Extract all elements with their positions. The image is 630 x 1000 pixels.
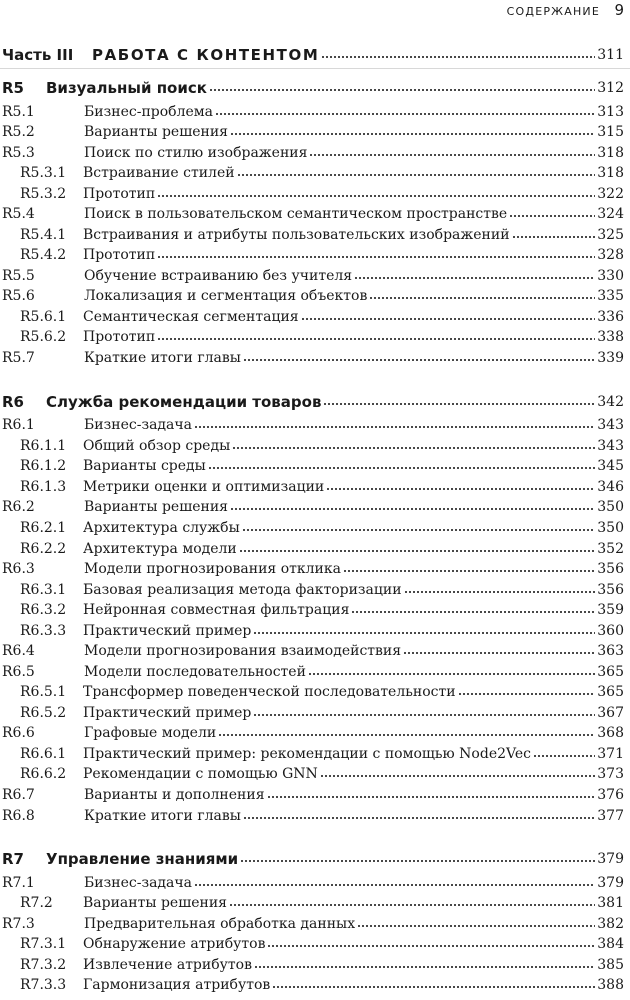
toc-section-entry[interactable] bbox=[0, 203, 624, 223]
toc-entry-page: 388 bbox=[597, 977, 624, 993]
toc-section-entry[interactable] bbox=[0, 101, 624, 121]
dot-leader bbox=[404, 590, 596, 594]
toc-section-entry[interactable] bbox=[0, 496, 624, 516]
toc-entry-number: R6.1.3 bbox=[20, 479, 67, 495]
toc-entry-number: R5 bbox=[2, 79, 24, 97]
toc-entry-number: R5.6.2 bbox=[20, 329, 67, 345]
toc-entry-title: Управление знаниями bbox=[46, 850, 239, 868]
toc-entry-number: R7.2 bbox=[20, 895, 53, 911]
toc-entry-number: R6.6.2 bbox=[20, 766, 67, 782]
toc-entry-page: 376 bbox=[597, 787, 624, 803]
toc-subsection-entry[interactable] bbox=[0, 538, 624, 558]
toc-entry-number: R6.2 bbox=[2, 499, 35, 515]
toc-part-entry[interactable] bbox=[0, 42, 624, 64]
toc-entry-page: 330 bbox=[597, 268, 624, 284]
dot-leader bbox=[512, 235, 596, 239]
toc-section-entry[interactable] bbox=[0, 558, 624, 578]
dot-leader bbox=[230, 507, 595, 511]
toc-entry-title: Бизнес-проблема bbox=[84, 104, 214, 120]
dot-leader bbox=[309, 153, 595, 157]
toc-entry-title: Варианты решения bbox=[84, 124, 228, 140]
toc-subsection-entry[interactable] bbox=[0, 743, 624, 763]
toc-entry-page: 342 bbox=[597, 394, 624, 410]
toc-entry-page: 339 bbox=[597, 350, 624, 366]
toc-entry-title: Архитектура службы bbox=[83, 520, 240, 536]
toc-entry-title: Модели прогнозирования отклика bbox=[84, 561, 341, 577]
toc-entry-number: R6.2.2 bbox=[20, 541, 67, 557]
toc-chapter-entry[interactable] bbox=[0, 389, 624, 411]
toc-subsection-entry[interactable] bbox=[0, 435, 624, 455]
toc-section-entry[interactable] bbox=[0, 722, 624, 742]
toc-entry-page: 324 bbox=[597, 206, 624, 222]
toc-entry-number: R5.6 bbox=[2, 288, 35, 304]
dot-leader bbox=[253, 631, 595, 635]
toc-subsection-entry[interactable] bbox=[0, 763, 624, 783]
dot-leader bbox=[215, 112, 595, 116]
toc-entry-title: Практический пример bbox=[83, 705, 252, 721]
dot-leader bbox=[267, 795, 596, 799]
toc-entry-title: Метрики оценки и оптимизации bbox=[83, 479, 325, 495]
toc-entry-title: Графовые модели bbox=[84, 725, 217, 741]
dot-leader bbox=[509, 214, 595, 218]
toc-entry-number: R5.3.2 bbox=[20, 186, 67, 202]
toc-entry-page: 312 bbox=[597, 80, 624, 96]
toc-entry-title: Визуальный поиск bbox=[46, 79, 207, 97]
toc-entry-page: 356 bbox=[597, 561, 624, 577]
toc-section-entry[interactable] bbox=[0, 265, 624, 285]
toc-entry-title: Семантическая сегментация bbox=[83, 309, 299, 325]
toc-entry-title: РАБОТА С КОНТЕНТОМ bbox=[92, 46, 320, 64]
toc-entry-page: 373 bbox=[597, 766, 624, 782]
dot-leader bbox=[157, 255, 595, 259]
toc-entry-page: 343 bbox=[597, 417, 624, 433]
toc-entry-page: 385 bbox=[597, 957, 624, 973]
dot-leader bbox=[240, 859, 595, 863]
toc-entry-number: R5.4 bbox=[2, 206, 35, 222]
toc-entry-page: 328 bbox=[597, 247, 624, 263]
toc-entry-title: Извлечение атрибутов bbox=[83, 957, 252, 973]
toc-entry-page: 359 bbox=[597, 602, 624, 618]
toc-entry-title: Общий обзор среды bbox=[83, 438, 231, 454]
toc-subsection-entry[interactable] bbox=[0, 579, 624, 599]
toc-entry-page: 338 bbox=[597, 329, 624, 345]
toc-subsection-entry[interactable] bbox=[0, 476, 624, 496]
toc-subsection-entry[interactable] bbox=[0, 517, 624, 537]
toc-entry-number: R5.7 bbox=[2, 350, 35, 366]
toc-entry-number: R7.1 bbox=[2, 875, 35, 891]
toc-entry-page: 367 bbox=[597, 705, 624, 721]
page-number: 9 bbox=[614, 1, 624, 19]
dot-leader bbox=[323, 402, 595, 406]
toc-entry-page: 350 bbox=[597, 499, 624, 515]
toc-entry-number: R6.4 bbox=[2, 643, 35, 659]
dot-leader bbox=[194, 425, 595, 429]
toc-section-entry[interactable] bbox=[0, 347, 624, 367]
toc-entry-title: Прототип bbox=[83, 329, 156, 345]
toc-entry-number: R6.5.1 bbox=[20, 684, 67, 700]
toc-subsection-entry[interactable] bbox=[0, 306, 624, 326]
dot-leader bbox=[357, 924, 595, 928]
running-head-title: СОДЕРЖАНИЕ bbox=[506, 5, 600, 18]
toc-entry-page: 356 bbox=[597, 582, 624, 598]
toc-section-entry[interactable] bbox=[0, 661, 624, 681]
toc-subsection-entry[interactable] bbox=[0, 974, 624, 994]
toc-entry-page: 313 bbox=[597, 104, 624, 120]
toc-entry-title: Практический пример bbox=[83, 623, 252, 639]
toc-chapter-entry[interactable] bbox=[0, 75, 624, 97]
toc-entry-page: 382 bbox=[597, 916, 624, 932]
toc-entry-title: Рекомендации с помощью GNN bbox=[83, 766, 318, 782]
toc-entry-title: Гармонизация атрибутов bbox=[83, 977, 271, 993]
toc-entry-page: 352 bbox=[597, 541, 624, 557]
dot-leader bbox=[239, 549, 596, 553]
toc-entry-number: R7 bbox=[2, 850, 24, 868]
toc-entry-number: R6.6.1 bbox=[20, 746, 67, 762]
toc-entry-number: R5.5 bbox=[2, 268, 35, 284]
toc-entry-title: Варианты решения bbox=[84, 499, 228, 515]
toc-section-entry[interactable] bbox=[0, 805, 624, 825]
toc-entry-page: 315 bbox=[597, 124, 624, 140]
dot-leader bbox=[267, 944, 595, 948]
toc-subsection-entry[interactable] bbox=[0, 599, 624, 619]
toc-entry-title: Бизнес-задача bbox=[84, 875, 192, 891]
toc-entry-title: Краткие итоги главы bbox=[84, 808, 241, 824]
toc-entry-page: 365 bbox=[597, 684, 624, 700]
toc-entry-title: Трансформер поведенческой последовательности bbox=[83, 684, 456, 700]
toc-entry-number: R5.2 bbox=[2, 124, 35, 140]
toc-section-entry[interactable] bbox=[0, 784, 624, 804]
toc-entry-number: R6.3.3 bbox=[20, 623, 67, 639]
toc-entry-page: 335 bbox=[597, 288, 624, 304]
toc-subsection-entry[interactable] bbox=[0, 702, 624, 722]
dot-leader bbox=[351, 610, 595, 614]
toc-entry-title: Служба рекомендации товаров bbox=[46, 393, 322, 411]
toc-subsection-entry[interactable] bbox=[0, 954, 624, 974]
toc-entry-title: Прототип bbox=[83, 247, 156, 263]
toc-entry-number: Часть III bbox=[2, 46, 74, 64]
dot-leader bbox=[458, 692, 596, 696]
toc-entry-title: Поиск по стилю изображения bbox=[84, 145, 308, 161]
toc-entry-title: Варианты и дополнения bbox=[84, 787, 265, 803]
toc-entry-title: Модели прогнозирования взаимодействия bbox=[84, 643, 402, 659]
toc-entry-number: R5.1 bbox=[2, 104, 35, 120]
toc-entry-number: R6.8 bbox=[2, 808, 35, 824]
toc-entry-number: R6.7 bbox=[2, 787, 35, 803]
dot-leader bbox=[230, 132, 595, 136]
dot-leader bbox=[208, 466, 595, 470]
toc-entry-title: Поиск в пользовательском семантическом пространстве bbox=[84, 206, 508, 222]
dot-leader bbox=[253, 713, 595, 717]
toc-section-entry[interactable] bbox=[0, 640, 624, 660]
toc-entry-page: 360 bbox=[597, 623, 624, 639]
toc-entry-title: Практический пример: рекомендации с помощью Node2Vec bbox=[83, 746, 531, 762]
toc-entry-number: R6.5 bbox=[2, 664, 35, 680]
dot-leader bbox=[326, 487, 595, 491]
toc-entry-page: 346 bbox=[597, 479, 624, 495]
toc-entry-number: R6.6 bbox=[2, 725, 35, 741]
toc-entry-title: Обнаружение атрибутов bbox=[83, 936, 266, 952]
toc-entry-page: 343 bbox=[597, 438, 624, 454]
toc-entry-title: Варианты среды bbox=[83, 458, 206, 474]
toc-entry-title: Встраивания и атрибуты пользовательских изображений bbox=[83, 227, 510, 243]
toc-entry-number: R6.3.2 bbox=[20, 602, 67, 618]
dot-leader bbox=[237, 173, 596, 177]
toc-entry-number: R7.3.2 bbox=[20, 957, 67, 973]
toc-entry-title: Встраивание стилей bbox=[83, 165, 235, 181]
toc-entry-page: 363 bbox=[597, 643, 624, 659]
dot-leader bbox=[157, 194, 595, 198]
toc-entry-title: Бизнес-задача bbox=[84, 417, 192, 433]
toc-entry-page: 322 bbox=[597, 186, 624, 202]
toc-subsection-entry[interactable] bbox=[0, 183, 624, 203]
toc-entry-page: 350 bbox=[597, 520, 624, 536]
toc-subsection-entry[interactable] bbox=[0, 681, 624, 701]
toc-entry-number: R5.3 bbox=[2, 145, 35, 161]
dot-leader bbox=[194, 883, 595, 887]
dot-leader bbox=[272, 985, 595, 989]
toc-section-entry[interactable] bbox=[0, 121, 624, 141]
toc-subsection-entry[interactable] bbox=[0, 455, 624, 475]
toc-entry-page: 381 bbox=[597, 895, 624, 911]
toc-entry-number: R7.3 bbox=[2, 916, 35, 932]
toc-section-entry[interactable] bbox=[0, 872, 624, 892]
dot-leader bbox=[157, 337, 595, 341]
toc-entry-page: 379 bbox=[597, 875, 624, 891]
dot-leader bbox=[243, 816, 595, 820]
toc-entry-page: 379 bbox=[597, 851, 624, 867]
toc-entry-number: R7.3.1 bbox=[20, 936, 67, 952]
dot-leader bbox=[403, 651, 595, 655]
toc-entry-number: R7.3.3 bbox=[20, 977, 67, 993]
toc-entry-number: R5.4.2 bbox=[20, 247, 67, 263]
toc-entry-page: 371 bbox=[597, 746, 624, 762]
toc-section-entry[interactable] bbox=[0, 892, 624, 912]
toc-entry-page: 311 bbox=[597, 47, 624, 63]
dot-leader bbox=[242, 528, 596, 532]
toc-entry-page: 365 bbox=[597, 664, 624, 680]
toc-entry-title: Варианты решения bbox=[83, 895, 227, 911]
dot-leader bbox=[369, 296, 595, 300]
toc-entry-page: 336 bbox=[597, 309, 624, 325]
toc-entry-title: Локализация и сегментация объектов bbox=[84, 288, 368, 304]
toc-subsection-entry[interactable] bbox=[0, 224, 624, 244]
toc-entry-number: R5.6.1 bbox=[20, 309, 67, 325]
toc-entry-number: R6 bbox=[2, 393, 24, 411]
toc-entry-number: R6.3 bbox=[2, 561, 35, 577]
toc-entry-page: 377 bbox=[597, 808, 624, 824]
toc-entry-title: Модели последовательностей bbox=[84, 664, 306, 680]
toc-entry-page: 345 bbox=[597, 458, 624, 474]
toc-section-entry[interactable] bbox=[0, 285, 624, 305]
toc-entry-title: Предварительная обработка данных bbox=[84, 916, 356, 932]
dot-leader bbox=[533, 754, 595, 758]
toc-subsection-entry[interactable] bbox=[0, 162, 624, 182]
toc-section-entry[interactable] bbox=[0, 142, 624, 162]
toc-entry-title: Нейронная совместная фильтрация bbox=[83, 602, 350, 618]
dot-leader bbox=[218, 733, 595, 737]
toc-section-entry[interactable] bbox=[0, 414, 624, 434]
toc-entry-number: R6.3.1 bbox=[20, 582, 67, 598]
toc-entry-number: R6.1.1 bbox=[20, 438, 67, 454]
toc-entry-page: 325 bbox=[597, 227, 624, 243]
toc-entry-number: R6.2.1 bbox=[20, 520, 67, 536]
toc-entry-page: 384 bbox=[597, 936, 624, 952]
running-head bbox=[0, 0, 630, 22]
dot-leader bbox=[321, 55, 595, 59]
toc-entry-number: R5.4.1 bbox=[20, 227, 67, 243]
toc-subsection-entry[interactable] bbox=[0, 933, 624, 953]
dot-leader bbox=[301, 317, 596, 321]
dot-leader bbox=[254, 965, 595, 969]
dot-leader bbox=[209, 88, 595, 92]
toc-chapter-entry[interactable] bbox=[0, 846, 624, 868]
dot-leader bbox=[308, 672, 595, 676]
toc-entry-title: Краткие итоги главы bbox=[84, 350, 241, 366]
toc-entry-page: 318 bbox=[597, 145, 624, 161]
toc-entry-title: Прототип bbox=[83, 186, 156, 202]
toc-subsection-entry[interactable] bbox=[0, 244, 624, 264]
toc-subsection-entry[interactable] bbox=[0, 326, 624, 346]
dot-leader bbox=[232, 446, 595, 450]
toc-entry-page: 318 bbox=[597, 165, 624, 181]
toc-entry-title: Базовая реализация метода факторизации bbox=[83, 582, 402, 598]
dot-leader bbox=[229, 903, 595, 907]
toc-entry-title: Обучение встраиванию без учителя bbox=[84, 268, 353, 284]
divider bbox=[0, 68, 630, 69]
dot-leader bbox=[320, 774, 595, 778]
toc-entry-number: R6.1 bbox=[2, 417, 35, 433]
dot-leader bbox=[243, 358, 595, 362]
dot-leader bbox=[343, 569, 595, 573]
toc-entry-number: R6.5.2 bbox=[20, 705, 67, 721]
toc-entry-title: Архитектура модели bbox=[83, 541, 237, 557]
toc-subsection-entry[interactable] bbox=[0, 620, 624, 640]
toc-entry-number: R6.1.2 bbox=[20, 458, 67, 474]
toc-section-entry[interactable] bbox=[0, 913, 624, 933]
toc-entry-number: R5.3.1 bbox=[20, 165, 67, 181]
dot-leader bbox=[354, 276, 595, 280]
toc-entry-page: 368 bbox=[597, 725, 624, 741]
